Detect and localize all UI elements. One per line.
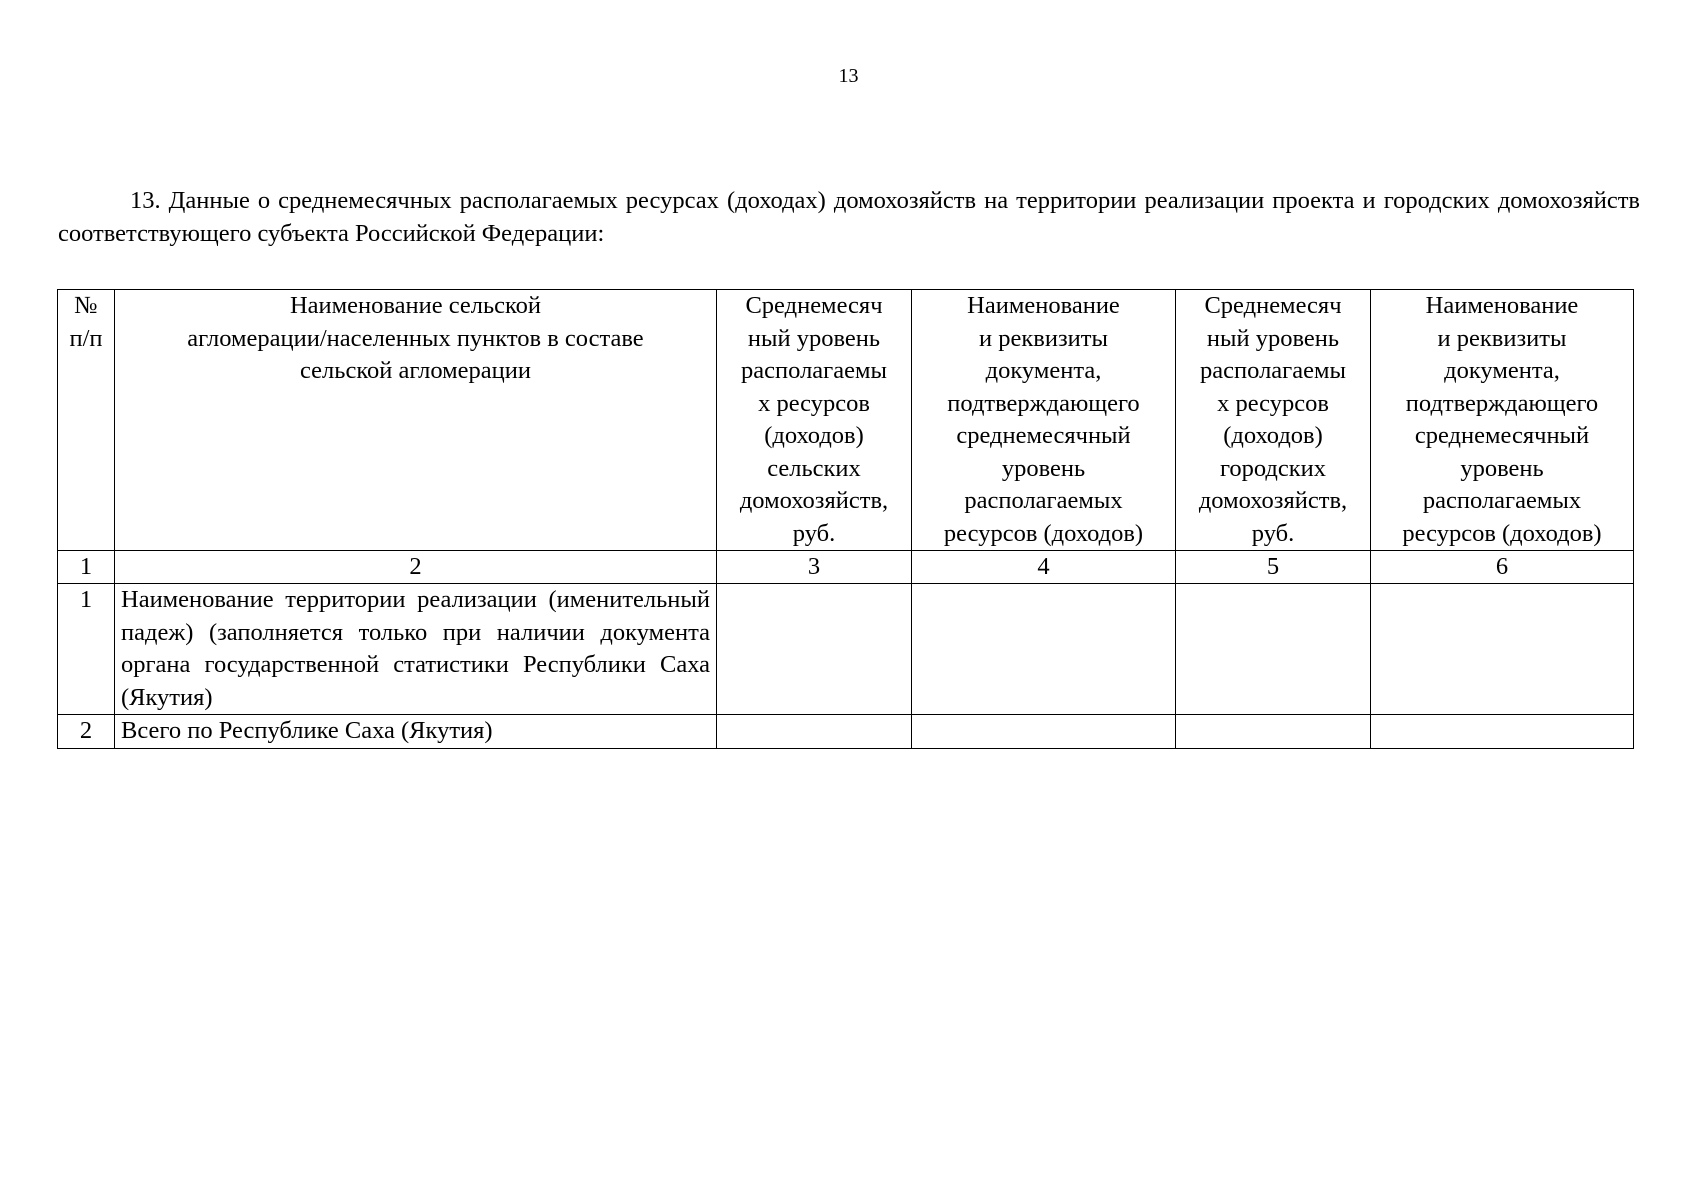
header-line: сельской агломерации [300, 357, 531, 384]
row-doc-rural [912, 715, 1176, 749]
column-index: 1 [58, 551, 115, 584]
header-line: агломерации/населенных пунктов в составе [187, 324, 644, 352]
row-name: Наименование территории реализации (именительный падеж) (заполняется только при наличии документа органа государственной статистики Республики Саха (Якутия) [115, 584, 717, 715]
column-index: 3 [717, 551, 912, 584]
row-doc-urban [1371, 584, 1634, 715]
header-line: ный уровень [1206, 324, 1340, 352]
row-income-urban [1176, 715, 1371, 749]
header-line: документа, [1444, 357, 1560, 384]
header-income-rural [717, 290, 912, 551]
header-line: уровень [1460, 454, 1544, 482]
header-line: Среднемесяч [1204, 292, 1342, 319]
header-line: располагаемых [1422, 487, 1582, 514]
header-line: х ресурсов [758, 389, 870, 417]
header-line: сельских [767, 454, 861, 482]
header-line: располагаемых [964, 487, 1123, 514]
header-line: Наименование [967, 292, 1120, 319]
header-line: уровень [1001, 454, 1086, 482]
header-line: ный уровень [747, 324, 881, 352]
intro-paragraph: 13. Данные о среднемесячных располагаемых ресурсах (доходах) домохозяйств на территории реализации проекта и городских домохозяйств соответствующего субъекта Российской Федерации: [58, 187, 1640, 247]
column-index: 4 [912, 551, 1176, 584]
header-line: ресурсов (доходов) [1402, 519, 1602, 547]
header-line: городских [1219, 454, 1327, 482]
header-line: Среднемесяч [745, 292, 883, 319]
header-line: ресурсов (доходов) [943, 519, 1144, 547]
header-line: Наименование [1425, 292, 1579, 319]
header-line: подтверждающего [947, 389, 1140, 417]
column-index: 6 [1371, 551, 1634, 584]
header-line: п/п [69, 324, 103, 352]
row-number: 2 [58, 715, 115, 749]
column-index: 5 [1176, 551, 1371, 584]
column-index: 2 [115, 551, 717, 584]
row-doc-rural [912, 584, 1176, 715]
header-line: руб. [792, 519, 836, 547]
income-table [57, 289, 1634, 749]
header-line: (доходов) [764, 422, 864, 449]
header-name [115, 290, 717, 551]
row-name: Всего по Республике Саха (Якутия) [115, 715, 717, 749]
header-line: Наименование сельской [289, 292, 542, 319]
header-row [58, 290, 1634, 551]
header-line: х ресурсов [1217, 389, 1329, 417]
header-line: среднемесячный [956, 422, 1131, 449]
header-line: домохозяйств, [1198, 487, 1348, 514]
table-row [58, 715, 1634, 749]
header-line: документа, [985, 357, 1102, 384]
header-line: № [74, 292, 98, 319]
table-row [58, 584, 1634, 715]
header-doc-urban [1371, 290, 1634, 551]
header-line: руб. [1251, 519, 1295, 547]
header-line: располагаемы [1200, 357, 1346, 384]
header-num [58, 290, 115, 551]
header-income-urban [1176, 290, 1371, 551]
page-number: 13 [838, 65, 859, 87]
row-income-urban [1176, 584, 1371, 715]
header-line: (доходов) [1223, 422, 1323, 449]
header-line: подтверждающего [1405, 389, 1599, 417]
header-line: среднемесячный [1414, 422, 1590, 449]
header-doc-rural [912, 290, 1176, 551]
column-index-row [58, 551, 1634, 584]
header-line: располагаемы [741, 357, 887, 384]
header-line: и реквизиты [979, 324, 1108, 352]
row-doc-urban [1371, 715, 1634, 749]
row-number: 1 [58, 584, 115, 715]
row-income-rural [717, 715, 912, 749]
row-income-rural [717, 584, 912, 715]
header-line: домохозяйств, [739, 487, 889, 514]
header-line: и реквизиты [1437, 324, 1567, 352]
